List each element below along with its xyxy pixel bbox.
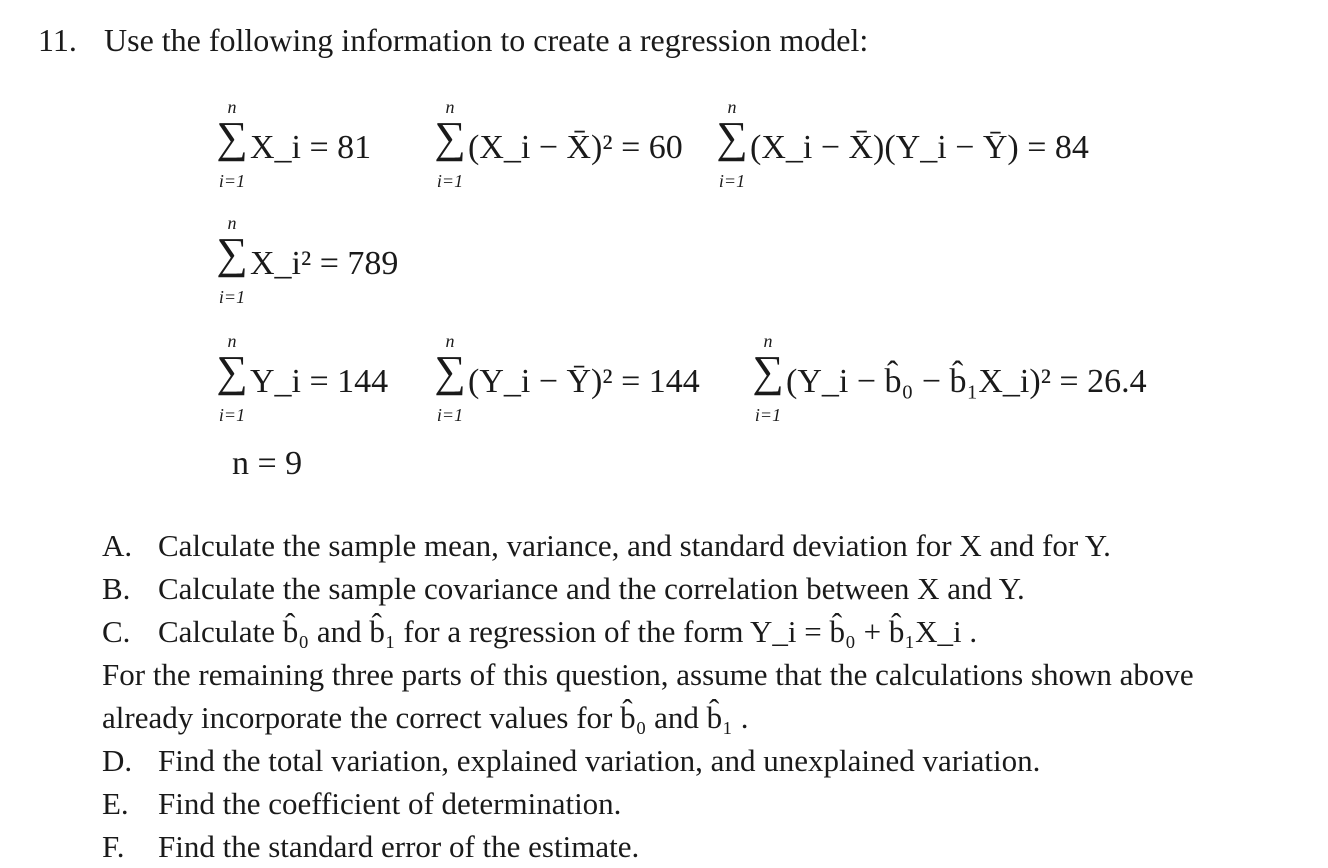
note-line-1: For the remaining three parts of this question, assume that the calculations shown above xyxy=(102,657,1194,692)
formula-expression: X_i = 81 xyxy=(250,129,372,166)
part-text: Find the total variation, explained variation, and unexplained variation. xyxy=(158,743,1041,778)
formula-sum-y-dev-sq xyxy=(432,332,700,432)
sum-upper-limit: n xyxy=(227,331,237,351)
part-c xyxy=(102,610,1194,653)
sum-upper-limit: n xyxy=(227,97,237,117)
part-text: Calculate the sample covariance and the correlation between X and Y. xyxy=(158,571,1025,606)
sum-lower-limit: i=1 xyxy=(436,405,464,425)
sum-upper-limit: n xyxy=(727,97,737,117)
formula-expression: X_i² = 789 xyxy=(250,245,399,282)
formula-expression: (Y_i − Ȳ)² = 144 xyxy=(468,363,700,400)
sum-lower-limit: i=1 xyxy=(718,171,746,191)
sum-lower-limit: i=1 xyxy=(218,405,246,425)
formula-sum-xy-dev xyxy=(714,98,1089,198)
summation-symbol: n ∑ i=1 xyxy=(432,98,468,198)
sum-lower-limit: i=1 xyxy=(436,171,464,191)
sum-lower-limit: i=1 xyxy=(218,171,246,191)
part-text: Find the coefficient of determination. xyxy=(158,786,622,821)
sum-lower-limit: i=1 xyxy=(754,405,782,425)
sum-upper-limit: n xyxy=(763,331,773,351)
formula-sum-x-dev-sq xyxy=(432,98,683,198)
summation-symbol: n ∑ i=1 xyxy=(750,332,786,432)
part-a xyxy=(102,524,1194,567)
part-letter: F. xyxy=(102,829,125,864)
summation-symbol: n ∑ i=1 xyxy=(214,214,250,314)
part-e xyxy=(102,782,1194,825)
part-text: Find the standard error of the estimate. xyxy=(158,829,640,864)
sample-size: n = 9 xyxy=(232,445,303,482)
summation-symbol: n ∑ i=1 xyxy=(714,98,750,198)
part-letter: A. xyxy=(102,528,133,563)
formula-expression: Y_i = 144 xyxy=(250,363,389,400)
part-letter: E. xyxy=(102,786,129,821)
part-text: Calculate the sample mean, variance, and standard deviation for X and for Y. xyxy=(158,528,1111,563)
formula-sum-x-sq xyxy=(214,214,398,314)
question-number: 11. xyxy=(38,22,77,58)
sum-upper-limit: n xyxy=(227,213,237,233)
question-parts xyxy=(102,524,1194,868)
formula-expression: (Y_i − b̂₀ − b̂₁X_i)² = 26.4 xyxy=(786,363,1147,400)
summation-symbol: n ∑ i=1 xyxy=(214,98,250,198)
formula-sum-residual-sq xyxy=(750,332,1147,432)
part-b xyxy=(102,567,1194,610)
note-line-2: already incorporate the correct values for b̂₀ and b̂₁ . xyxy=(102,700,749,735)
summation-symbol: n ∑ i=1 xyxy=(214,332,250,432)
part-letter: B. xyxy=(102,571,131,606)
summation-symbol: n ∑ i=1 xyxy=(432,332,468,432)
part-text: Calculate b̂₀ and b̂₁ for a regression of the form Y_i = b̂₀ + b̂₁X_i . xyxy=(158,614,978,649)
formula-sum-x xyxy=(214,98,371,198)
formula-sum-y xyxy=(214,332,388,432)
sum-lower-limit: i=1 xyxy=(218,287,246,307)
question-stem: Use the following information to create a regression model: xyxy=(104,22,869,58)
sum-upper-limit: n xyxy=(445,331,455,351)
formula-expression: (X_i − X̄)(Y_i − Ȳ) = 84 xyxy=(750,129,1089,166)
part-d xyxy=(102,739,1194,782)
formula-expression: (X_i − X̄)² = 60 xyxy=(468,129,683,166)
part-letter: C. xyxy=(102,614,131,649)
sum-upper-limit: n xyxy=(445,97,455,117)
part-letter: D. xyxy=(102,743,133,778)
part-f xyxy=(102,825,1194,868)
